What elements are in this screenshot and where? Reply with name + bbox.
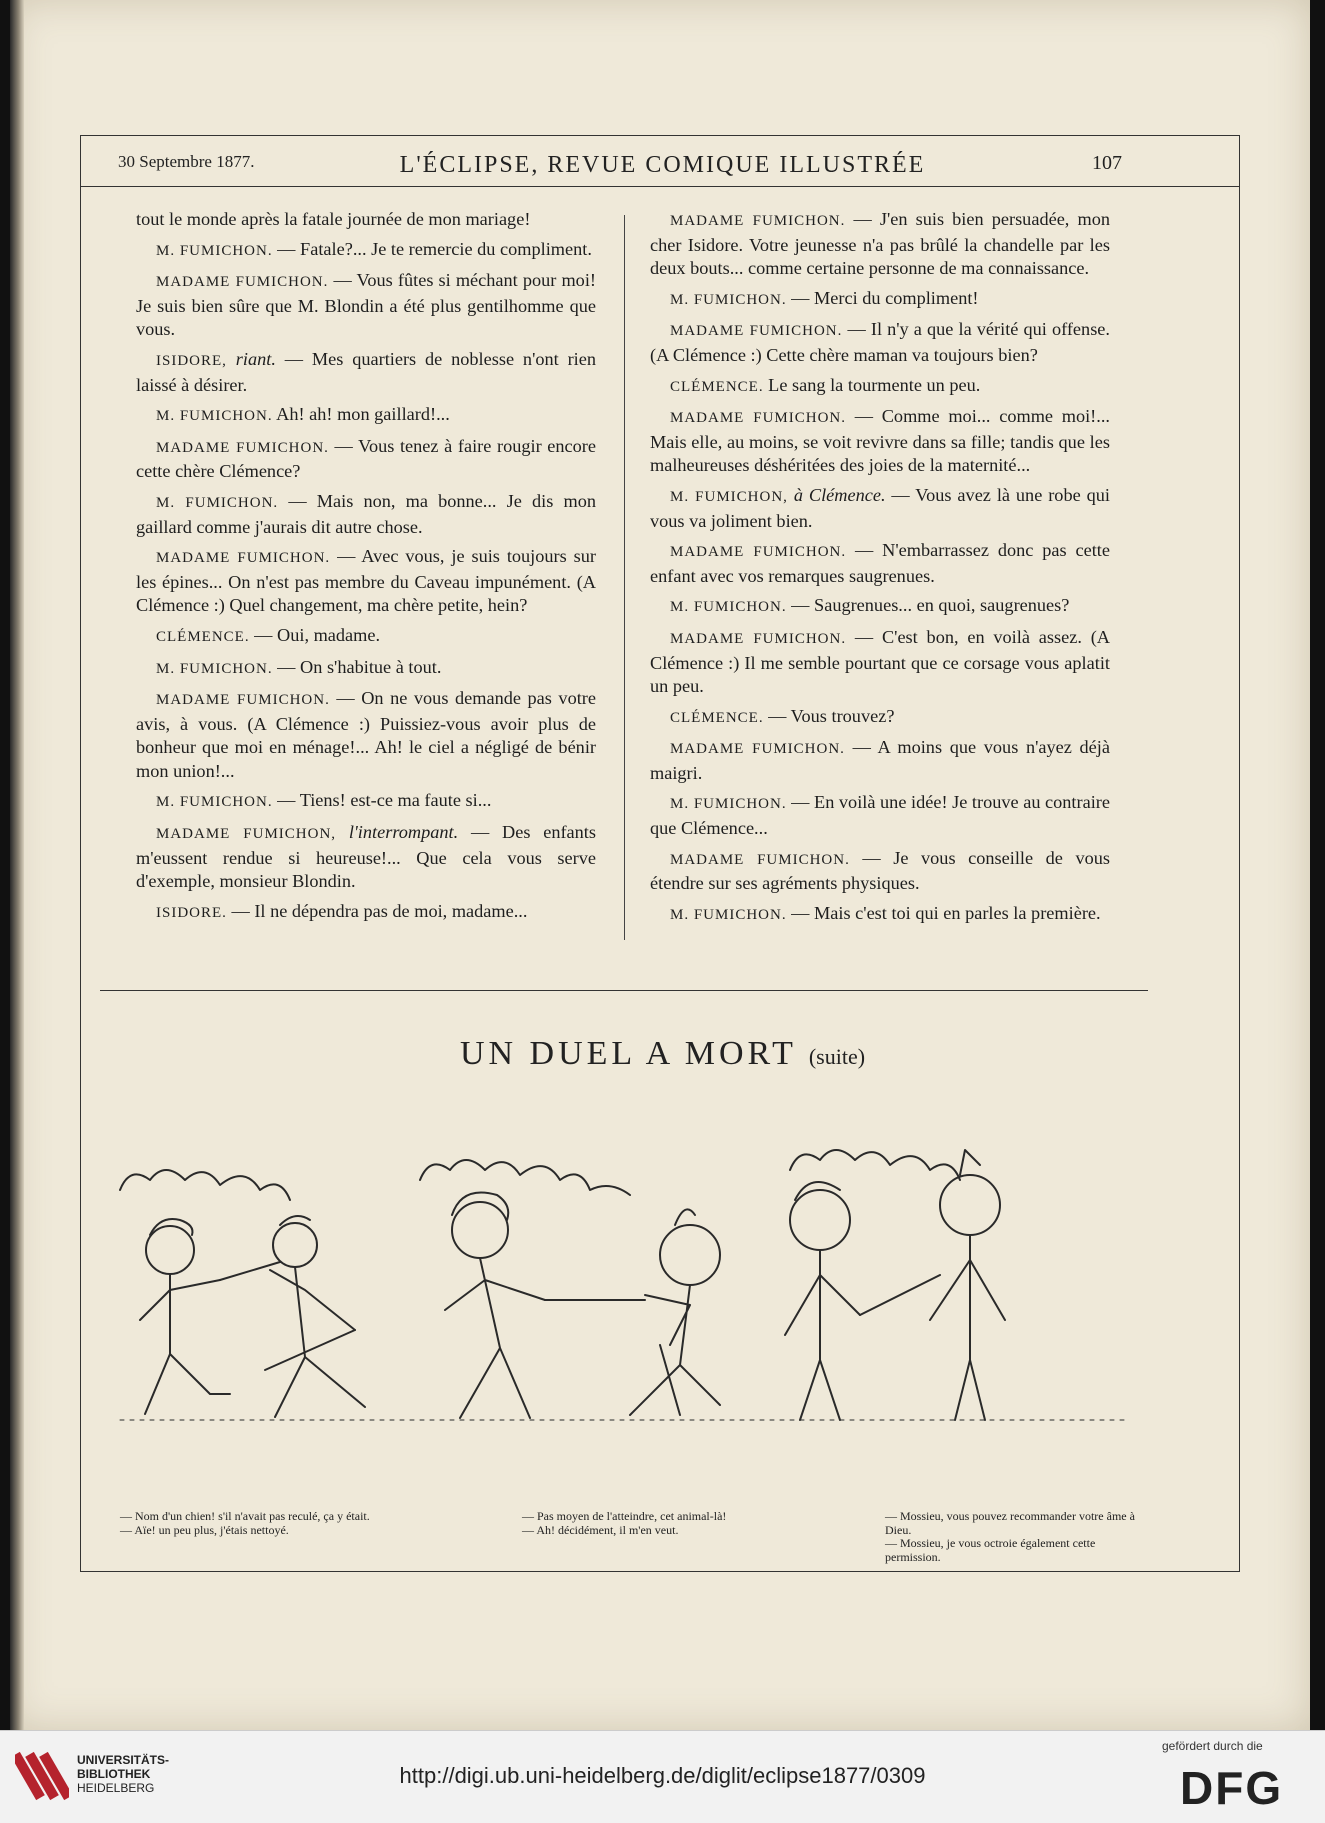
smoke-cloud [120, 1170, 290, 1200]
dialogue-paragraph [650, 374, 1110, 400]
dialogue-text: — Mes quartiers de noblesse n'ont rien laissé à désirer. [136, 348, 596, 395]
text-column-right [650, 208, 1110, 933]
library-name-line-1: UNIVERSITÄTS- [77, 1753, 170, 1767]
dfg-logo: DFG [1180, 1762, 1284, 1814]
dialogue-text: — Oui, madame. [249, 624, 381, 645]
dialogue-text: — Vous tenez à faire rougir encore cette chère Clémence? [136, 435, 596, 482]
dialogue-text: tout le monde après la fatale journée de mon mariage! [136, 209, 531, 229]
speaker-name: MADAME FUMICHON. [670, 630, 847, 647]
speaker-name: M. FUMICHON. [156, 408, 273, 425]
speaker-name: MADAME FUMICHON. [156, 274, 329, 291]
dialogue-paragraph [136, 435, 596, 484]
dialogue-text: — Des enfants m'eussent rendue si heureuse!... Que cela vous serve d'exemple, monsieur Blondin. [136, 822, 596, 892]
dialogue-paragraph [650, 208, 1110, 281]
speaker-name: ISIDORE, [156, 352, 227, 369]
caption-3-line-1: — Mossieu, vous pouvez recommander votre âme à Dieu. [885, 1509, 1135, 1537]
dialogue-paragraph [650, 847, 1110, 896]
speaker-name: M. FUMICHON. [670, 906, 787, 923]
dialogue-paragraph [136, 821, 596, 894]
dialogue-paragraph [650, 791, 1110, 840]
cartoon-caption-1 [120, 1510, 450, 1537]
speaker-name: MADAME FUMICHON. [670, 741, 845, 758]
permalink-url[interactable]: http://digi.ub.uni-heidelberg.de/diglit/eclipse1877/0309 [399, 1763, 926, 1788]
speaker-name: M. FUMICHON. [156, 242, 273, 259]
speaker-name: MADAME FUMICHON. [156, 439, 329, 456]
speaker-name: M. FUMICHON. [670, 599, 787, 616]
dialogue-text: — C'est bon, en voilà assez. (A Clémence :) Il me semble pourtant que ce corsage vous aplatit un peu. [650, 626, 1110, 697]
panel-3-figures [785, 1150, 1005, 1420]
dialogue-paragraph [136, 687, 596, 783]
speaker-name: CLÉMENCE. [156, 628, 250, 645]
speaker-name: MADAME FUMICHON. [156, 550, 331, 567]
speaker-name: M. FUMICHON. [156, 794, 273, 811]
funding-label: gefördert durch die [1162, 1739, 1263, 1753]
header-rule [80, 186, 1240, 187]
speaker-name: MADAME FUMICHON. [670, 323, 843, 340]
dialogue-paragraph [136, 624, 596, 650]
speaker-name: MADAME FUMICHON. [670, 851, 850, 868]
dialogue-paragraph [136, 269, 596, 342]
dialogue-paragraph [136, 238, 596, 264]
dialogue-text: — Saugrenues... en quoi, saugrenues? [786, 595, 1070, 616]
stage-direction: l'interrompant. [336, 822, 459, 843]
stage-direction: à Clémence. [787, 484, 886, 505]
dialogue-paragraph [136, 789, 596, 815]
dialogue-paragraph [650, 705, 1110, 731]
caption-1-line-2: — Aïe! un peu plus, j'étais nettoyé. [120, 1522, 289, 1537]
cartoon-title [0, 1035, 1325, 1073]
dialogue-text: — J'en suis bien persuadée, mon cher Isidore. Votre jeunesse n'a pas brûlé la chandelle par les deux bouts... comme certaine personne de ma connaissance. [650, 209, 1110, 279]
dialogue-text: — Il ne dépendra pas de moi, madame... [226, 900, 528, 921]
library-name-line-3: HEIDELBERG [77, 1781, 155, 1795]
dialogue-text: — Vous trouvez? [763, 705, 895, 726]
dialogue-text: — Merci du compliment! [786, 287, 979, 308]
speaker-name: MADAME FUMICHON. [670, 544, 847, 561]
dialogue-text: — Fatale?... Je te remercie du compliment. [272, 238, 592, 259]
speaker-name: CLÉMENCE. [670, 378, 764, 395]
dialogue-text: — Mais c'est toi qui en parles la première. [786, 902, 1101, 923]
dialogue-text: Ah! ah! mon gaillard!... [272, 404, 450, 425]
dialogue-paragraph [136, 900, 596, 926]
dialogue-paragraph [136, 490, 596, 539]
speaker-name: M. FUMICHON. [670, 796, 787, 813]
header-title: L'ÉCLIPSE, REVUE COMIQUE ILLUSTRÉE [399, 152, 926, 178]
speaker-name: M. FUMICHON. [670, 291, 787, 308]
dialogue-paragraph [650, 539, 1110, 588]
speaker-name: MADAME FUMICHON. [670, 410, 846, 427]
dialogue-paragraph [650, 626, 1110, 699]
dialogue-text: — On s'habitue à tout. [272, 656, 442, 677]
dialogue-text: — On ne vous demande pas votre avis, à vous. (A Clémence :) Puissiez-vous avoir plus de bonheur que moi en ménage!... Ah! le ciel a négligé de bénir mon union!... [136, 688, 596, 781]
speaker-name: M. FUMICHON. [156, 660, 273, 677]
page-spine-shadow [10, 0, 24, 1730]
speaker-name: CLÉMENCE. [670, 709, 764, 726]
cartoon-illustration [100, 1100, 1150, 1500]
dialogue-text: — En voilà une idée! Je trouve au contraire que Clémence... [650, 792, 1110, 839]
caption-3-line-2: — Mossieu, je vous octroie également cette permission. [885, 1536, 1096, 1564]
speaker-name: MADAME FUMICHON. [156, 692, 330, 709]
dialogue-paragraph [136, 208, 596, 232]
cartoon-caption-3 [885, 1510, 1145, 1564]
panel-1-figures [140, 1216, 365, 1417]
speaker-name: M. FUMICHON, [670, 488, 788, 505]
dialogue-text: — Je vous conseille de vous étendre sur ses agréments physiques. [650, 847, 1110, 894]
speaker-name: M. FUMICHON. [156, 494, 279, 511]
dialogue-paragraph [650, 902, 1110, 928]
column-divider [624, 215, 625, 940]
dialogue-text: — N'embarrassez donc pas cette enfant avec vos remarques saugrenues. [650, 540, 1110, 586]
dialogue-paragraph [650, 484, 1110, 533]
cartoon-caption-2 [522, 1510, 852, 1537]
caption-1-line-1: — Nom d'un chien! s'il n'avait pas reculé, ça y était. [120, 1509, 370, 1523]
dialogue-text: — Avec vous, je suis toujours sur les épines... On n'est pas membre du Caveau impunément. (A Clémence :) Quel changement, ma chère petite, hein? [136, 546, 596, 616]
dialogue-paragraph [136, 656, 596, 682]
dialogue-paragraph [650, 318, 1110, 367]
library-name-line-2: BIBLIOTHEK [77, 1767, 151, 1781]
dialogue-paragraph [650, 594, 1110, 620]
caption-2-line-1: — Pas moyen de l'atteindre, cet animal-là! [522, 1509, 727, 1523]
dialogue-paragraph [650, 287, 1110, 313]
smoke-cloud [420, 1160, 630, 1195]
speaker-name: MADAME FUMICHON, [156, 826, 337, 843]
dialogue-paragraph [650, 736, 1110, 785]
dialogue-paragraph [136, 348, 596, 397]
header-date: 30 Septembre 1877. [118, 152, 255, 171]
viewer-footer [0, 1730, 1325, 1823]
dialogue-text: — Il n'y a que la vérité qui offense. (A Clémence :) Cette chère maman va toujours bien? [650, 319, 1110, 365]
cartoon-title-main: UN DUEL A MORT [459, 1035, 797, 1072]
dialogue-text: — Vous fûtes si méchant pour moi! Je suis bien sûre que M. Blondin a été plus gentilhomme que vous. [136, 270, 596, 340]
stage-direction: riant. [226, 348, 276, 369]
cartoon-title-suffix: (suite) [808, 1044, 866, 1069]
dialogue-text: — Tiens! est-ce ma faute si... [272, 790, 492, 811]
speaker-name: MADAME FUMICHON. [670, 213, 846, 229]
dialogue-paragraph [136, 403, 596, 429]
dialogue-text: Le sang la tourmente un peu. [763, 374, 981, 395]
speaker-name: ISIDORE. [156, 904, 227, 921]
dialogue-text: — Comme moi... comme moi!... Mais elle, au moins, se voit revivre dans sa fille; tandis que les malheureuses déshéritées des joies de la maternité... [650, 406, 1110, 476]
section-rule [100, 990, 1148, 991]
panel-2-figures [445, 1193, 720, 1419]
dialogue-text: — Vous avez là une robe qui vous va joliment bien. [650, 484, 1110, 531]
dialogue-paragraph [136, 545, 596, 618]
text-column-left [136, 208, 596, 931]
dialogue-paragraph [650, 405, 1110, 478]
caption-2-line-2: — Ah! décidément, il m'en veut. [522, 1522, 679, 1537]
header-page-number: 107 [1092, 152, 1122, 174]
smoke-cloud [790, 1150, 960, 1180]
dialogue-text: — A moins que vous n'ayez déjà maigri. [650, 737, 1110, 783]
dialogue-text: — Mais non, ma bonne... Je dis mon gaillard comme j'aurais dit autre chose. [136, 490, 596, 537]
